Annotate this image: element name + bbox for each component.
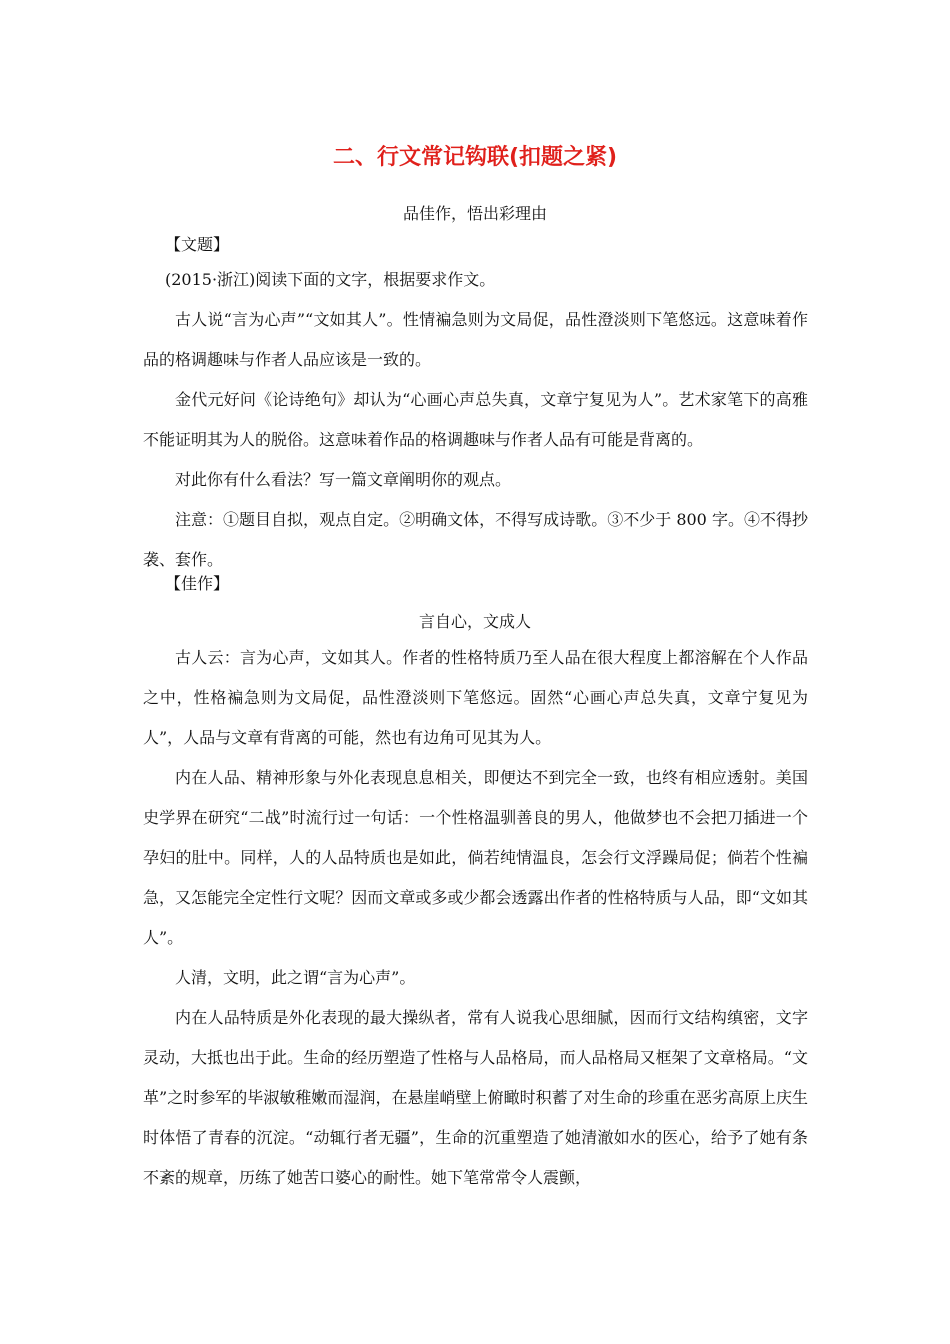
prompt-paragraph: 金代元好问《论诗绝句》却认为“心画心声总失真，文章宁复见为人”。艺术家笔下的高雅不能证明其为人的脱俗。这意味着作品的格调趣味与作者人品有可能是背离的。 <box>143 390 808 449</box>
section-subtitle: 品佳作，悟出彩理由 <box>402 204 547 223</box>
essay-title: 言自心，文成人 <box>418 612 531 631</box>
essay-block <box>143 638 808 1198</box>
prompt-tag: 【文题】 <box>165 235 230 254</box>
prompt-paragraph: (2015·浙江)阅读下面的文字，根据要求作文。 <box>165 270 496 289</box>
prompt-paragraph: 注意：①题目自拟，观点自定。②明确文体，不得写成诗歌。③不少于 800 字。④不得抄袭、套作。 <box>143 510 808 569</box>
prompt-paragraph: 古人说“言为心声”“文如其人”。性情褊急则为文局促，品性澄淡则下笔悠远。这意味着作品的格调趣味与作者人品应该是一致的。 <box>143 310 808 369</box>
essay-paragraph: 内在人品特质是外化表现的最大操纵者，常有人说我心思细腻，因而行文结构缜密，文字灵动，大抵也出于此。生命的经历塑造了性格与人品格局，而人品格局又框架了文章格局。“文革”之时参军的毕淑敏稚嫩而湿润，在悬崖峭壁上俯瞰时积蓄了对生命的珍重在恶劣高原上庆生时体悟了青春的沉淀。“动辄行者无疆”，生命的沉重塑造了她清澈如水的医心，给予了她有条不紊的规章，历练了她苦口婆心的耐性。她下笔常常令人震颤， <box>143 1008 808 1187</box>
essay-paragraph: 古人云：言为心声，文如其人。作者的性格特质乃至人品在很大程度上都溶解在个人作品之中，性格褊急则为文局促，品性澄淡则下笔悠远。固然“心画心声总失真，文章宁复见为人”，人品与文章有背离的可能，然也有边角可见其为人。 <box>143 648 808 747</box>
document-title: 二、行文常记钩联(扣题之紧) <box>332 145 618 170</box>
prompt-block <box>143 260 808 580</box>
essay-paragraph: 内在人品、精神形象与外化表现息息相关，即便达不到完全一致，也终有相应透射。美国史学界在研究“二战”时流行过一句话：一个性格温驯善良的男人，他做梦也不会把刀插进一个孕妇的肚中。同样，人的人品特质也是如此，倘若纯情温良，怎会行文浮躁局促；倘若个性褊急，又怎能完全定性行文呢？因而文章或多或少都会透露出作者的性格特质与人品，即“文如其人”。 <box>143 768 808 947</box>
essay-tag: 【佳作】 <box>165 574 230 593</box>
prompt-paragraph: 对此你有什么看法？写一篇文章阐明你的观点。 <box>175 470 512 489</box>
essay-paragraph: 人清，文明，此之谓“言为心声”。 <box>175 968 416 987</box>
